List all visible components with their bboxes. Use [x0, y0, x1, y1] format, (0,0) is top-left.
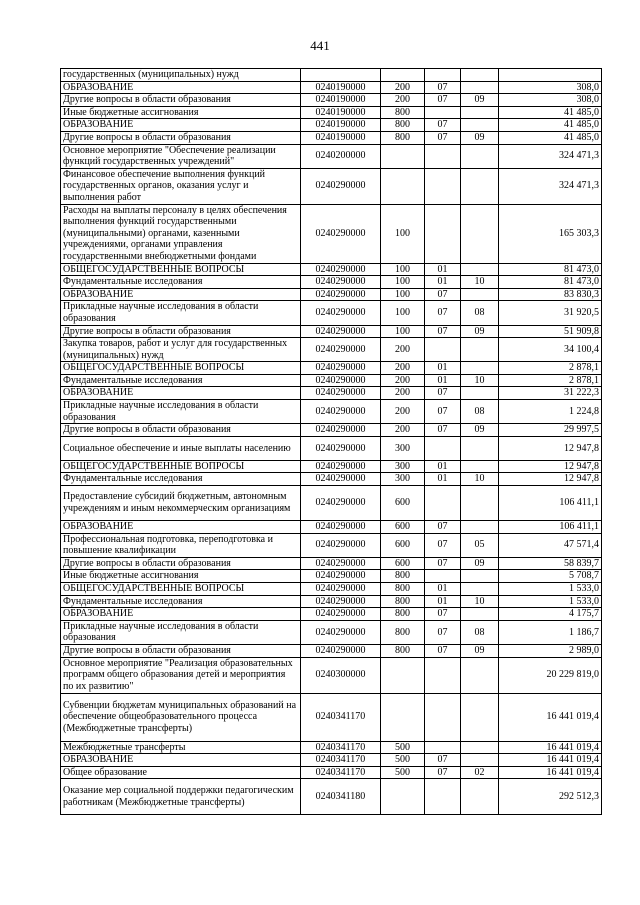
table-row — [61, 657, 602, 693]
table-row — [61, 460, 602, 473]
cell-code: 0240290000 — [301, 460, 381, 473]
cell-name: Прикладные научные исследования в области образования — [61, 301, 301, 325]
cell-expense-type: 100 — [381, 325, 425, 338]
cell-amount: 106 411,1 — [499, 521, 602, 534]
table-row — [61, 595, 602, 608]
cell-code: 0240290000 — [301, 583, 381, 596]
cell-code: 0240190000 — [301, 94, 381, 107]
table-row — [61, 583, 602, 596]
cell-expense-type: 200 — [381, 94, 425, 107]
cell-name: Иные бюджетные ассигнования — [61, 570, 301, 583]
cell-code: 0240290000 — [301, 387, 381, 400]
cell-section: 07 — [425, 400, 461, 424]
cell-name: Расходы на выплаты персоналу в целях обеспечения выполнения функций государственными (муниципальными) органами, казенными учреждениями, органами управления государственными внебюджетными фондами — [61, 204, 301, 263]
cell-section: 07 — [425, 608, 461, 621]
cell-expense-type: 600 — [381, 486, 425, 521]
cell-name: ОБЩЕГОСУДАРСТВЕННЫЕ ВОПРОСЫ — [61, 362, 301, 375]
cell-subsection — [461, 436, 499, 460]
table-row — [61, 644, 602, 657]
cell-section: 01 — [425, 276, 461, 289]
cell-section — [425, 69, 461, 82]
table-row — [61, 374, 602, 387]
cell-code: 0240290000 — [301, 424, 381, 437]
cell-subsection: 09 — [461, 644, 499, 657]
cell-name: ОБРАЗОВАНИЕ — [61, 387, 301, 400]
cell-amount: 31 920,5 — [499, 301, 602, 325]
table-row — [61, 204, 602, 263]
cell-expense-type: 500 — [381, 741, 425, 754]
cell-code: 0240190000 — [301, 81, 381, 94]
cell-subsection: 08 — [461, 400, 499, 424]
cell-code: 0240290000 — [301, 436, 381, 460]
cell-code: 0240290000 — [301, 263, 381, 276]
cell-expense-type: 500 — [381, 754, 425, 767]
table-row — [61, 168, 602, 204]
table-row — [61, 620, 602, 644]
cell-amount: 58 839,7 — [499, 557, 602, 570]
cell-subsection — [461, 204, 499, 263]
table-row — [61, 144, 602, 168]
cell-name: ОБЩЕГОСУДАРСТВЕННЫЕ ВОПРОСЫ — [61, 583, 301, 596]
cell-amount: 12 947,8 — [499, 473, 602, 486]
cell-name: ОБРАЗОВАНИЕ — [61, 608, 301, 621]
table-row — [61, 276, 602, 289]
table-row — [61, 81, 602, 94]
cell-subsection — [461, 460, 499, 473]
cell-amount: 2 878,1 — [499, 362, 602, 375]
cell-name: ОБРАЗОВАНИЕ — [61, 754, 301, 767]
cell-amount: 324 471,3 — [499, 144, 602, 168]
cell-code: 0240190000 — [301, 106, 381, 119]
table-row — [61, 106, 602, 119]
cell-section: 07 — [425, 81, 461, 94]
cell-expense-type: 800 — [381, 644, 425, 657]
cell-subsection — [461, 521, 499, 534]
cell-code: 0240290000 — [301, 400, 381, 424]
cell-code: 0240290000 — [301, 644, 381, 657]
cell-expense-type: 800 — [381, 620, 425, 644]
table-row — [61, 119, 602, 132]
cell-name: Другие вопросы в области образования — [61, 644, 301, 657]
cell-name: Иные бюджетные ассигнования — [61, 106, 301, 119]
cell-name: Другие вопросы в области образования — [61, 424, 301, 437]
cell-expense-type: 100 — [381, 301, 425, 325]
table-row — [61, 486, 602, 521]
cell-subsection: 05 — [461, 533, 499, 557]
cell-expense-type: 300 — [381, 473, 425, 486]
cell-expense-type: 200 — [381, 362, 425, 375]
cell-amount: 34 100,4 — [499, 338, 602, 362]
cell-amount: 81 473,0 — [499, 263, 602, 276]
cell-subsection — [461, 362, 499, 375]
cell-amount: 292 512,3 — [499, 779, 602, 815]
cell-section — [425, 168, 461, 204]
cell-expense-type: 100 — [381, 204, 425, 263]
cell-subsection: 09 — [461, 557, 499, 570]
cell-code: 0240290000 — [301, 595, 381, 608]
table-row — [61, 69, 602, 82]
cell-amount: 12 947,8 — [499, 460, 602, 473]
cell-subsection — [461, 754, 499, 767]
cell-section: 07 — [425, 387, 461, 400]
cell-section — [425, 693, 461, 741]
table-row — [61, 424, 602, 437]
cell-name: Прикладные научные исследования в области образования — [61, 400, 301, 424]
cell-section: 07 — [425, 557, 461, 570]
table-row — [61, 741, 602, 754]
table-row — [61, 766, 602, 779]
table-row — [61, 557, 602, 570]
cell-section — [425, 338, 461, 362]
cell-subsection — [461, 741, 499, 754]
cell-expense-type: 800 — [381, 608, 425, 621]
cell-expense-type: 100 — [381, 288, 425, 301]
cell-expense-type: 200 — [381, 81, 425, 94]
cell-section: 07 — [425, 521, 461, 534]
cell-subsection: 02 — [461, 766, 499, 779]
cell-amount: 16 441 019,4 — [499, 741, 602, 754]
cell-subsection — [461, 288, 499, 301]
cell-name: государственных (муниципальных) нужд — [61, 69, 301, 82]
table-row — [61, 693, 602, 741]
table-row — [61, 288, 602, 301]
cell-amount: 308,0 — [499, 94, 602, 107]
cell-subsection — [461, 608, 499, 621]
cell-expense-type: 300 — [381, 436, 425, 460]
cell-expense-type: 200 — [381, 387, 425, 400]
cell-name: Фундаментальные исследования — [61, 374, 301, 387]
cell-amount: 41 485,0 — [499, 106, 602, 119]
cell-section — [425, 486, 461, 521]
cell-subsection — [461, 81, 499, 94]
cell-section: 01 — [425, 473, 461, 486]
cell-expense-type: 300 — [381, 460, 425, 473]
cell-subsection: 08 — [461, 620, 499, 644]
cell-code: 0240290000 — [301, 473, 381, 486]
cell-name: Основное мероприятие "Реализация образовательных программ общего образования детей и мероприятия по их развитию" — [61, 657, 301, 693]
cell-amount: 1 533,0 — [499, 583, 602, 596]
cell-code: 0240341170 — [301, 754, 381, 767]
cell-name: Закупка товаров, работ и услуг для государственных (муниципальных) нужд — [61, 338, 301, 362]
cell-amount: 324 471,3 — [499, 168, 602, 204]
cell-name: Фундаментальные исследования — [61, 276, 301, 289]
cell-expense-type: 800 — [381, 570, 425, 583]
cell-name: Другие вопросы в области образования — [61, 557, 301, 570]
cell-section: 07 — [425, 754, 461, 767]
cell-section: 07 — [425, 766, 461, 779]
cell-section — [425, 204, 461, 263]
cell-amount: 20 229 819,0 — [499, 657, 602, 693]
table-row — [61, 400, 602, 424]
cell-expense-type: 800 — [381, 583, 425, 596]
cell-expense-type: 800 — [381, 119, 425, 132]
cell-name: Другие вопросы в области образования — [61, 325, 301, 338]
table-row — [61, 521, 602, 534]
cell-code: 0240190000 — [301, 131, 381, 144]
cell-amount: 16 441 019,4 — [499, 693, 602, 741]
cell-code: 0240290000 — [301, 533, 381, 557]
cell-subsection: 10 — [461, 276, 499, 289]
cell-expense-type — [381, 144, 425, 168]
cell-name: Общее образование — [61, 766, 301, 779]
cell-subsection: 10 — [461, 595, 499, 608]
cell-name: Оказание мер социальной поддержки педагогическим работникам (Межбюджетные трансферты) — [61, 779, 301, 815]
cell-name: Основное мероприятие "Обеспечение реализации функций государственных учреждений" — [61, 144, 301, 168]
cell-amount: 308,0 — [499, 81, 602, 94]
cell-amount: 165 303,3 — [499, 204, 602, 263]
cell-subsection — [461, 486, 499, 521]
cell-code: 0240341170 — [301, 766, 381, 779]
page-number: 441 — [310, 38, 330, 53]
cell-code: 0240290000 — [301, 362, 381, 375]
cell-amount: 41 485,0 — [499, 119, 602, 132]
table-row — [61, 533, 602, 557]
cell-subsection: 09 — [461, 131, 499, 144]
cell-section — [425, 436, 461, 460]
cell-expense-type: 800 — [381, 106, 425, 119]
cell-amount: 1 533,0 — [499, 595, 602, 608]
cell-section: 07 — [425, 620, 461, 644]
cell-name: ОБРАЗОВАНИЕ — [61, 521, 301, 534]
cell-expense-type: 200 — [381, 424, 425, 437]
table-row — [61, 362, 602, 375]
cell-amount: 16 441 019,4 — [499, 754, 602, 767]
cell-subsection: 09 — [461, 325, 499, 338]
cell-code: 0240341180 — [301, 779, 381, 815]
cell-section: 07 — [425, 644, 461, 657]
cell-subsection: 08 — [461, 301, 499, 325]
cell-code: 0240290000 — [301, 168, 381, 204]
cell-subsection: 10 — [461, 473, 499, 486]
cell-subsection — [461, 69, 499, 82]
cell-section: 07 — [425, 131, 461, 144]
cell-subsection — [461, 693, 499, 741]
cell-expense-type — [381, 168, 425, 204]
cell-expense-type: 800 — [381, 595, 425, 608]
cell-subsection — [461, 387, 499, 400]
cell-name: Прикладные научные исследования в области образования — [61, 620, 301, 644]
cell-code: 0240190000 — [301, 119, 381, 132]
cell-name: Фундаментальные исследования — [61, 473, 301, 486]
cell-amount: 2 878,1 — [499, 374, 602, 387]
cell-amount: 4 175,7 — [499, 608, 602, 621]
cell-expense-type: 800 — [381, 131, 425, 144]
cell-amount — [499, 69, 602, 82]
cell-expense-type: 600 — [381, 557, 425, 570]
cell-expense-type — [381, 779, 425, 815]
cell-name: Субвенции бюджетам муниципальных образований на обеспечение общеобразовательного процесса (Межбюджетные трансферты) — [61, 693, 301, 741]
cell-section: 01 — [425, 362, 461, 375]
cell-subsection — [461, 657, 499, 693]
table-row — [61, 608, 602, 621]
table-row — [61, 263, 602, 276]
cell-section: 01 — [425, 263, 461, 276]
cell-code: 0240341170 — [301, 741, 381, 754]
cell-subsection — [461, 570, 499, 583]
table-row — [61, 436, 602, 460]
cell-code: 0240290000 — [301, 338, 381, 362]
cell-amount: 106 411,1 — [499, 486, 602, 521]
cell-subsection: 09 — [461, 424, 499, 437]
cell-subsection — [461, 583, 499, 596]
cell-subsection — [461, 338, 499, 362]
cell-subsection — [461, 119, 499, 132]
cell-code: 0240300000 — [301, 657, 381, 693]
cell-name: Финансовое обеспечение выполнения функций государственных органов, оказания услуг и выполнения работ — [61, 168, 301, 204]
cell-expense-type — [381, 657, 425, 693]
cell-section — [425, 144, 461, 168]
cell-name: Социальное обеспечение и иные выплаты населению — [61, 436, 301, 460]
cell-section: 07 — [425, 119, 461, 132]
cell-expense-type: 500 — [381, 766, 425, 779]
cell-expense-type: 200 — [381, 338, 425, 362]
cell-section — [425, 741, 461, 754]
cell-code: 0240290000 — [301, 608, 381, 621]
cell-name: ОБРАЗОВАНИЕ — [61, 119, 301, 132]
budget-table — [60, 68, 602, 815]
cell-expense-type: 600 — [381, 521, 425, 534]
cell-expense-type: 600 — [381, 533, 425, 557]
cell-expense-type — [381, 69, 425, 82]
cell-name: Фундаментальные исследования — [61, 595, 301, 608]
cell-name: Другие вопросы в области образования — [61, 94, 301, 107]
cell-subsection: 10 — [461, 374, 499, 387]
cell-subsection — [461, 144, 499, 168]
table-row — [61, 570, 602, 583]
cell-amount: 12 947,8 — [499, 436, 602, 460]
table-row — [61, 779, 602, 815]
cell-name: Профессиональная подготовка, переподготовка и повышение квалификации — [61, 533, 301, 557]
cell-section: 01 — [425, 583, 461, 596]
cell-code: 0240290000 — [301, 486, 381, 521]
table-row — [61, 754, 602, 767]
cell-section: 07 — [425, 94, 461, 107]
cell-name: ОБРАЗОВАНИЕ — [61, 81, 301, 94]
cell-subsection — [461, 168, 499, 204]
cell-expense-type: 100 — [381, 263, 425, 276]
cell-amount: 5 708,7 — [499, 570, 602, 583]
cell-code: 0240290000 — [301, 325, 381, 338]
budget-table-body — [61, 69, 602, 815]
cell-amount: 51 909,8 — [499, 325, 602, 338]
cell-section: 01 — [425, 595, 461, 608]
cell-code: 0240341170 — [301, 693, 381, 741]
cell-code: 0240290000 — [301, 301, 381, 325]
cell-section — [425, 570, 461, 583]
cell-code — [301, 69, 381, 82]
cell-expense-type: 200 — [381, 374, 425, 387]
cell-subsection — [461, 263, 499, 276]
cell-expense-type: 200 — [381, 400, 425, 424]
cell-section: 07 — [425, 424, 461, 437]
cell-code: 0240290000 — [301, 557, 381, 570]
cell-name: ОБРАЗОВАНИЕ — [61, 288, 301, 301]
table-row — [61, 131, 602, 144]
table-row — [61, 325, 602, 338]
cell-expense-type — [381, 693, 425, 741]
cell-section: 07 — [425, 325, 461, 338]
table-row — [61, 301, 602, 325]
cell-code: 0240290000 — [301, 620, 381, 644]
cell-code: 0240290000 — [301, 374, 381, 387]
cell-amount: 1 224,8 — [499, 400, 602, 424]
table-row — [61, 94, 602, 107]
cell-code: 0240290000 — [301, 276, 381, 289]
cell-section — [425, 657, 461, 693]
cell-code: 0240290000 — [301, 570, 381, 583]
cell-subsection — [461, 779, 499, 815]
cell-code: 0240200000 — [301, 144, 381, 168]
cell-amount: 16 441 019,4 — [499, 766, 602, 779]
table-row — [61, 338, 602, 362]
cell-subsection: 09 — [461, 94, 499, 107]
cell-amount: 2 989,0 — [499, 644, 602, 657]
cell-section: 07 — [425, 288, 461, 301]
cell-section: 07 — [425, 301, 461, 325]
cell-name: ОБЩЕГОСУДАРСТВЕННЫЕ ВОПРОСЫ — [61, 460, 301, 473]
cell-amount: 81 473,0 — [499, 276, 602, 289]
cell-amount: 47 571,4 — [499, 533, 602, 557]
cell-amount: 41 485,0 — [499, 131, 602, 144]
cell-amount: 83 830,3 — [499, 288, 602, 301]
cell-code: 0240290000 — [301, 288, 381, 301]
cell-name: ОБЩЕГОСУДАРСТВЕННЫЕ ВОПРОСЫ — [61, 263, 301, 276]
cell-section: 07 — [425, 533, 461, 557]
cell-section: 01 — [425, 374, 461, 387]
cell-subsection — [461, 106, 499, 119]
cell-section: 01 — [425, 460, 461, 473]
cell-code: 0240290000 — [301, 521, 381, 534]
cell-amount: 29 997,5 — [499, 424, 602, 437]
cell-name: Другие вопросы в области образования — [61, 131, 301, 144]
cell-amount: 31 222,3 — [499, 387, 602, 400]
cell-code: 0240290000 — [301, 204, 381, 263]
table-row — [61, 473, 602, 486]
cell-amount: 1 186,7 — [499, 620, 602, 644]
cell-section — [425, 106, 461, 119]
table-row — [61, 387, 602, 400]
cell-expense-type: 100 — [381, 276, 425, 289]
cell-section — [425, 779, 461, 815]
cell-name: Межбюджетные трансферты — [61, 741, 301, 754]
cell-name: Предоставление субсидий бюджетным, автономным учреждениям и иным некоммерческим организациям — [61, 486, 301, 521]
